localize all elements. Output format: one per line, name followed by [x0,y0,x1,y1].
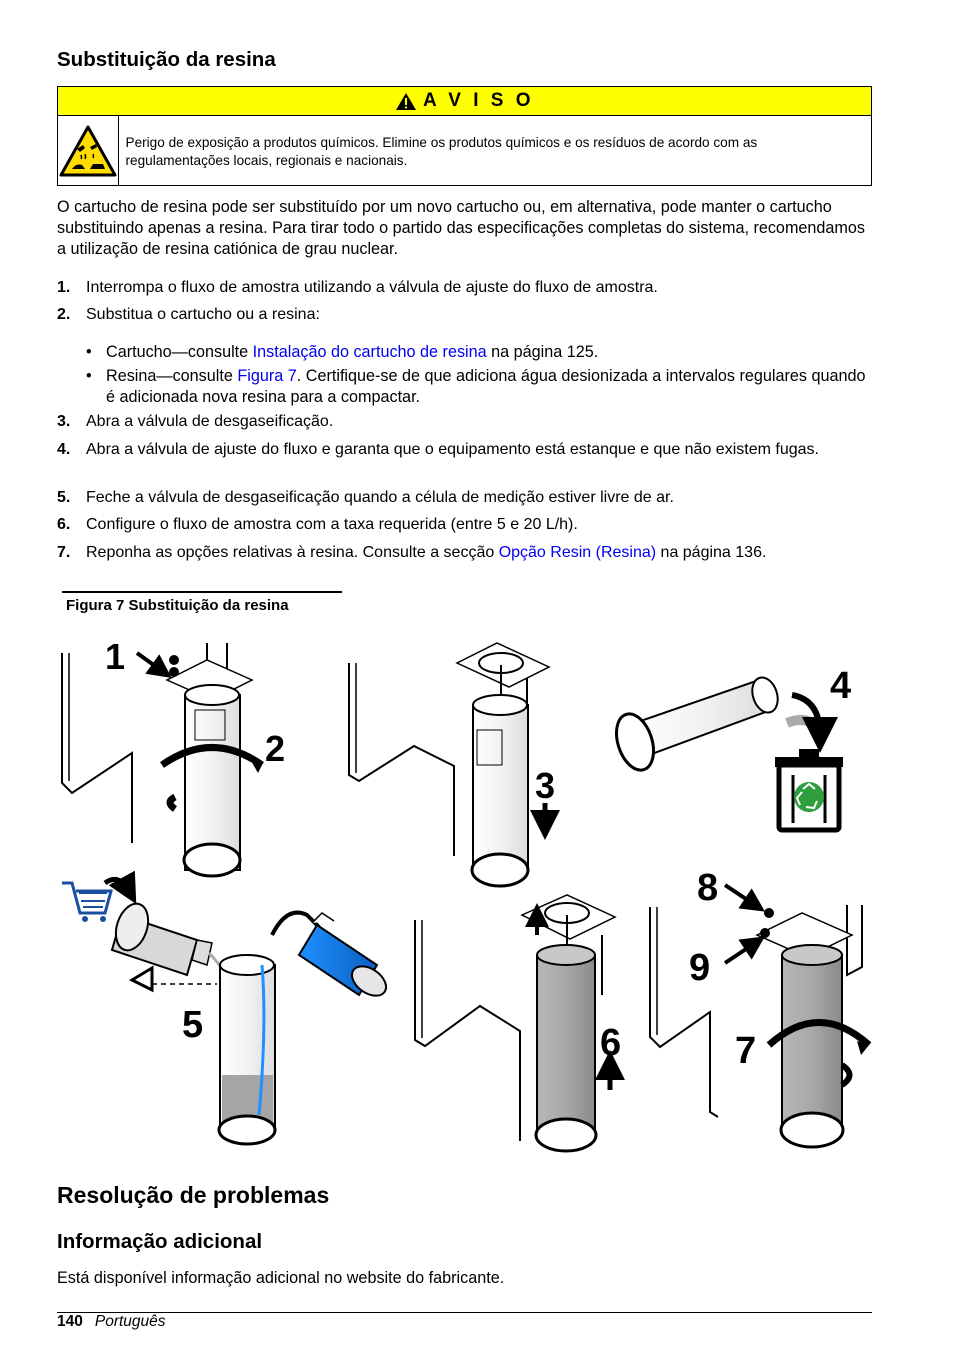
trash-recycle-icon [775,749,843,830]
figure-label-1: 1 [105,636,126,677]
figure-label-6: 6 [600,1022,622,1064]
figure-label-9: 9 [689,947,711,989]
step-text: Feche a válvula de desgaseificação quando a célula de medição estiver livre de ar. [86,489,674,506]
warning-box [57,86,872,186]
step-number: 3. [57,413,71,430]
warning-text: Perigo de exposição a produtos químicos. Elimine os produtos químicos e os resíduos de acordo com as regulamentações locais, regionais e nacionais. [125,135,758,168]
figure-label-4: 4 [830,665,852,707]
panel-6 [415,895,621,1151]
figure-label-3: 3 [535,765,556,806]
panel-5 [62,879,391,1144]
footer-rule [57,1312,872,1313]
step-text: Abra a válvula de desgaseificação. [86,413,334,430]
link-figure-7[interactable]: Figura 7 [237,367,297,385]
bullet-text: . Certifique-se de que adiciona água desionizada a intervalos regulares quando é adicionada nova resina para a compactar. [106,367,866,406]
step-number: 6. [57,516,71,533]
shopping-cart-icon [62,883,111,922]
bullet-text: Cartucho—consulte [106,343,253,361]
bullet-text: Resina—consulte [106,367,238,385]
warning-triangle-icon [395,92,417,111]
resin-replacement-figure [57,635,872,1155]
step-number: 4. [57,441,71,458]
page-number: 140 [57,1313,83,1330]
bullet-text: na página 125. [486,343,599,361]
step-number: 5. [57,489,71,506]
step-text: na página 136. [656,544,767,561]
info-title: Informação adicional [57,1230,263,1253]
link-resin-option[interactable]: Opção Resin (Resina) [498,544,657,561]
figure-label-7: 7 [735,1030,757,1072]
panel-3 [349,643,555,886]
step-text: Abra a válvula de ajuste do fluxo e garanta que o equipamento está estanque e que não existem fugas. [86,441,819,458]
figure-label-8: 8 [697,867,719,909]
figure-label-2: 2 [265,728,286,769]
troubleshooting-title: Resolução de problemas [57,1182,330,1208]
intro-paragraph: O cartucho de resina pode ser substituído por um novo cartucho ou, em alternativa, pode manter o cartucho substituindo apenas a resina. Para tirar todo o partido das especificações completas do sistema, recomendamos a utilização de resina catiónica de grau nuclear. [57,198,866,258]
warning-label: A V I S O [422,90,535,111]
info-text: Está disponível informação adicional no website do fabricante. [57,1269,505,1287]
step-number: 1. [57,279,71,296]
footer-language: Português [94,1313,166,1330]
figure-caption: Figura 7 Substituição da resina [66,597,289,614]
panel-1-2 [62,636,285,876]
step-text: Configure o fluxo de amostra com a taxa requerida (entre 5 e 20 L/h). [86,516,578,533]
warning-header [58,87,871,116]
panel-4 [610,665,851,830]
section-title: Substituição da resina [57,48,276,71]
page-footer [57,1313,166,1331]
wash-bottle-icon [272,913,391,1002]
step-number: 2. [57,306,71,323]
step-text: Reponha as opções relativas à resina. Consulte a secção [86,544,499,561]
figure-label-5: 5 [182,1004,204,1046]
chemical-hazard-icon [59,125,117,177]
step-text: Interrompa o fluxo de amostra utilizando a válvula de ajuste do fluxo de amostra. [86,279,658,296]
panel-7-8-9 [650,867,869,1147]
step-text: Substitua o cartucho ou a resina: [86,306,320,323]
figure-rule [62,591,342,593]
link-cartridge-install[interactable]: Instalação do cartucho de resina [252,343,487,361]
step-number: 7. [57,544,71,561]
